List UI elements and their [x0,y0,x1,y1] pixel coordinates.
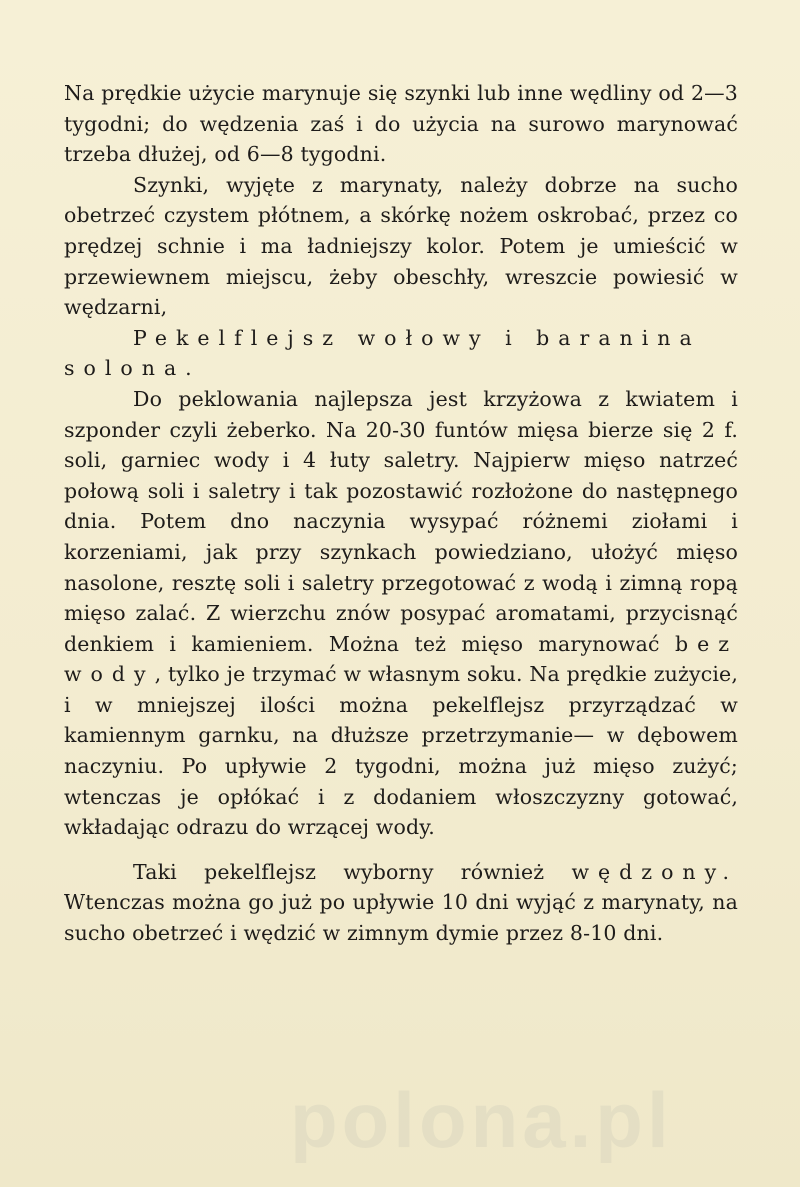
paragraph-smoked [64,857,738,949]
paragraph-gap [64,843,738,857]
paragraph-drying-ham: Szynki, wyjęte z marynaty, należy dobrze na sucho obetrzeć czystem płótnem, a skórkę nożem oskrobać, przez co prędzej schnie i ma ładniejszy kolor. Potem je umieścić w przewiewnem miejscu, żeby obeschły, wreszcie powiesić w wędzarni, [64,172,738,320]
paragraph-pickling-text: Do peklowania najlepsza jest krzyżowa z kwiatem i szponder czyli żeberko. Na 20-30 funtów mięsa bierze się 2 f. soli, garniec wody i 4 łuty saletry. Najpierw mięso natrzeć połową soli i saletry i tak pozostawić rozłożone do następnego dnia. Potem dno naczynia wysypać różnemi ziołami i korzeniami, jak przy szynkach powiedziano, ułożyć mięso nasolone, resztę soli i saletry przegotować z wodą i zimną ropą mięso zalać. Z wierzchu znów posypać aromatami, przycisnąć denkiem i kamieniem. Można też mięso marynować [64,386,738,656]
paragraph-smoked-tail: Wtenczas można go już po upływie 10 dni wyjąć z marynaty, na sucho obetrzeć i wędzić w zimnym dymie przez 8-10 dni. [64,890,738,946]
section-heading [64,323,738,384]
section-heading-text: Pekelflejsz wołowy i baranina solona. [64,325,701,381]
paragraph-pickling-method [64,384,738,843]
watermark: polona.pl [290,1076,673,1164]
paragraph-smoked-text: Taki pekelflejsz wyborny również [133,859,545,884]
emphasis-wedzony: wędzony. [571,859,738,884]
paragraph-marinating-time: Na prędkie użycie marynuje się szynki lub inne wędliny od 2—3 tygodni; do wędzenia zaś i do użycia na surowo marynować trzeba dłużej, od 6—8 tygodni. [64,81,738,167]
emphasis-bez-wody: bez wody [64,631,739,687]
paragraph-pickling-tail: , tylko je trzymać w własnym soku. Na prędkie zużycie, i w mniejszej ilości można pekelflejsz przyrządzać w kamiennym garnku, na dłuższe przetrzymanie— w dębowem naczyniu. Po upływie 2 tygodni, można już mięso zużyć; wtenczas je opłókać i z dodaniem włoszczyzny gotować, wkładając odrazu do wrzącej wody. [64,662,738,840]
page-text [64,78,738,949]
